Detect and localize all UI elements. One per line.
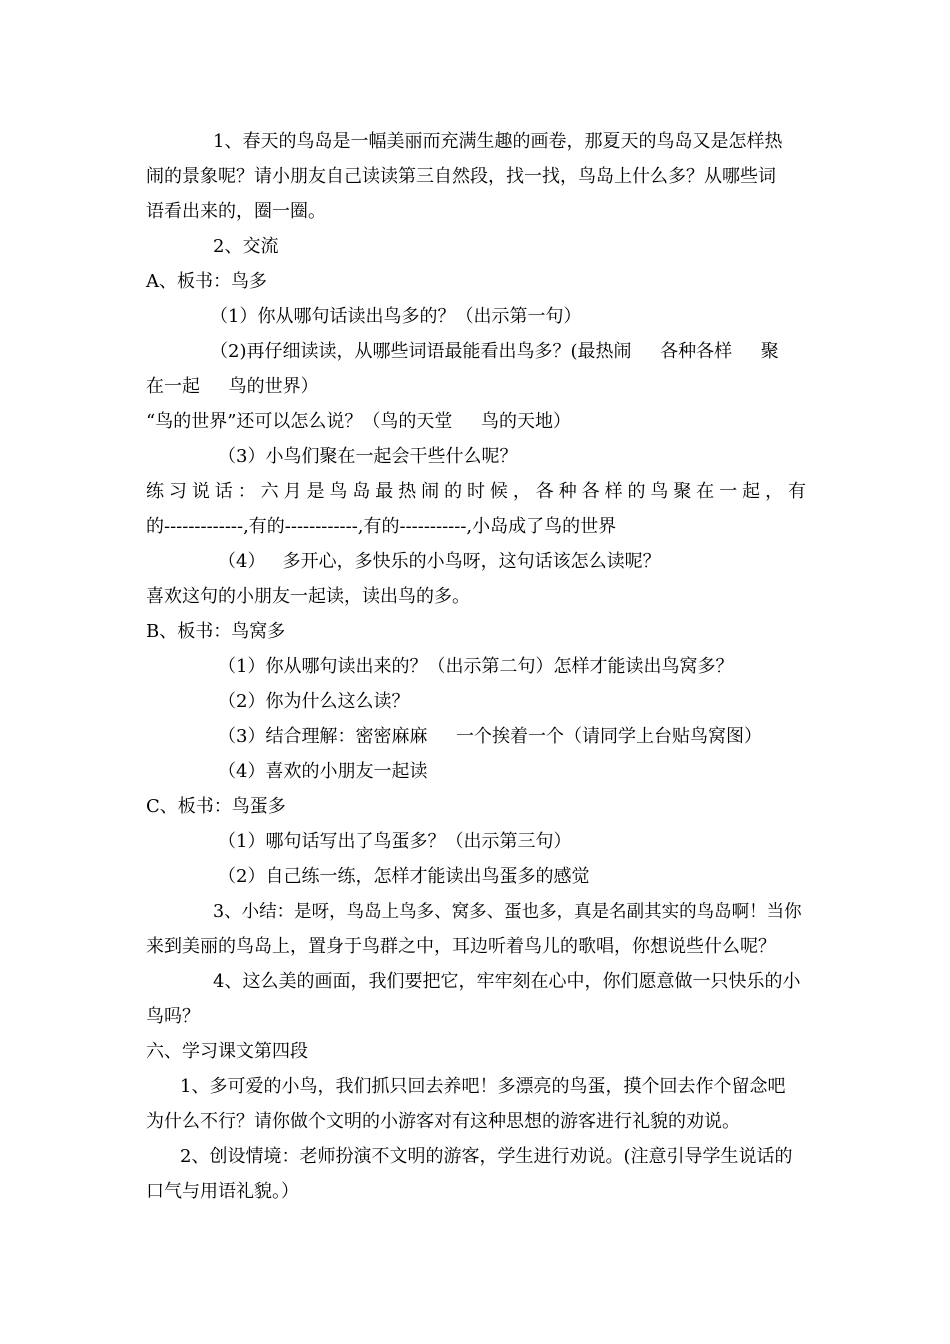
- text-line: （1）你从哪句读出来的？（出示第二句）怎样才能读出鸟窝多？: [218, 656, 734, 677]
- text-line: 鸟吗？: [146, 1006, 200, 1027]
- text-line: （1）哪句话写出了鸟蛋多？（出示第三句）: [218, 831, 572, 852]
- text-line: （3）小鸟们聚在一起会干些什么呢？: [218, 446, 518, 467]
- text-line: （3）结合理解：密密麻麻 一个挨着一个（请同学上台贴鸟窝图）: [218, 726, 763, 747]
- text-line: 1、多可爱的小鸟，我们抓只回去养吧！多漂亮的鸟蛋，摸个回去作个留念吧: [180, 1076, 786, 1097]
- text-line: 的-------------,有的------------,有的-----------,小岛成了鸟的世界: [146, 516, 617, 537]
- text-line: 4、这么美的画面，我们要把它，牢牢刻在心中，你们愿意做一只快乐的小: [213, 971, 801, 992]
- text-line: 在一起 鸟的世界）: [146, 376, 319, 397]
- text-line: （1）你从哪句话读出鸟多的？（出示第一句）: [210, 306, 582, 327]
- text-line: （4）喜欢的小朋友一起读: [218, 761, 428, 782]
- text-line: 闹的景象呢？请小朋友自己读读第三自然段，找一找，鸟岛上什么多？从哪些词: [146, 166, 776, 187]
- section-heading: 六、学习课文第四段: [146, 1041, 308, 1062]
- text-line: 来到美丽的鸟岛上，置身于鸟群之中，耳边听着鸟儿的歌唱，你想说些什么呢？: [146, 936, 776, 957]
- text-line: （2）你为什么这么读？: [218, 691, 410, 712]
- text-line: 2、创设情境：老师扮演不文明的游客，学生进行劝说。(注意引导学生说话的: [180, 1146, 793, 1167]
- text-line: （4） 多开心，多快乐的小鸟呀，这句话该怎么读呢？: [218, 551, 661, 572]
- text-line: （2）自己练一练，怎样才能读出鸟蛋多的感觉: [218, 866, 590, 887]
- text-line: 3、小结：是呀，鸟岛上鸟多、窝多、蛋也多，真是名副其实的鸟岛啊！当你: [213, 902, 802, 922]
- text-line: 练习说话：六月是鸟岛最热闹的时候，各种各样的鸟聚在一起，有: [146, 481, 806, 502]
- text-line: 2、交流: [213, 236, 279, 257]
- text-line: 口气与用语礼貌。）: [146, 1181, 299, 1202]
- text-line: 为什么不行？请你做个文明的小游客对有这种思想的游客进行礼貌的劝说。: [146, 1111, 740, 1132]
- text-line: （2)再仔细读读，从哪些词语最能看出鸟多？(最热闹 各种各样 聚: [210, 341, 779, 362]
- text-line: 1、春天的鸟岛是一幅美丽而充满生趣的画卷，那夏天的鸟岛又是怎样热: [213, 131, 783, 152]
- text-line: 喜欢这句的小朋友一起读，读出鸟的多。: [146, 586, 470, 607]
- text-line: “鸟的世界”还可以怎么说？（鸟的天堂 鸟的天地）: [146, 411, 572, 432]
- section-heading: B、板书：鸟窝多: [146, 621, 286, 642]
- section-heading: A、板书：鸟多: [146, 271, 267, 292]
- text-line: 语看出来的，圈一圈。: [146, 201, 326, 222]
- section-heading: C、板书：鸟蛋多: [146, 796, 286, 817]
